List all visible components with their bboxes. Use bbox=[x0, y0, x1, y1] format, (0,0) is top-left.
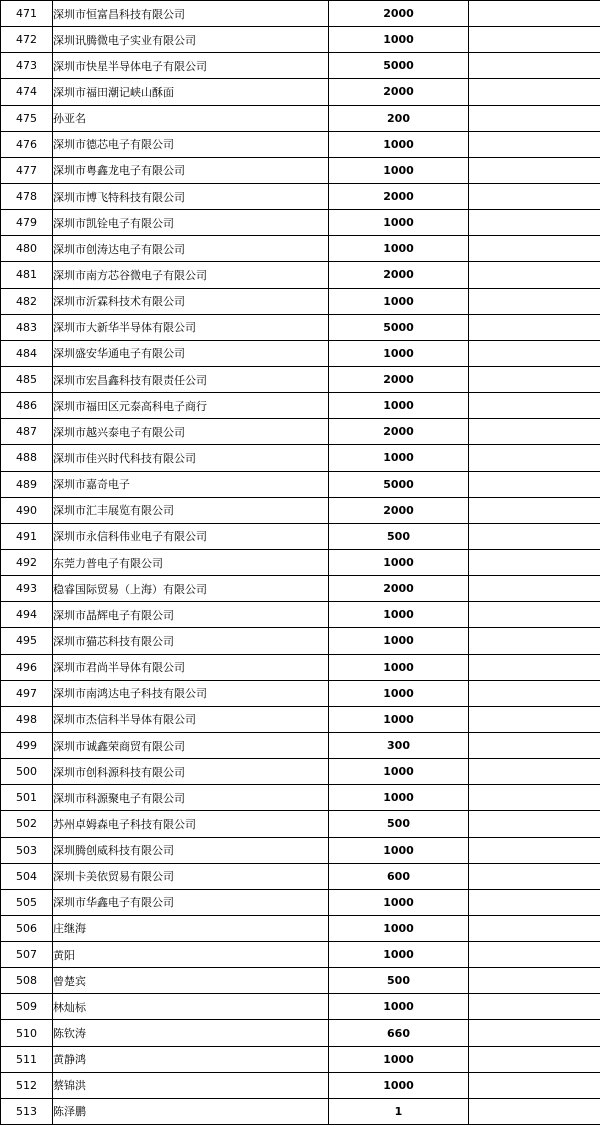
row-number-cell: 485 bbox=[1, 366, 53, 392]
amount-cell: 2000 bbox=[329, 497, 469, 523]
row-number-cell: 504 bbox=[1, 863, 53, 889]
amount-cell: 1000 bbox=[329, 628, 469, 654]
note-cell bbox=[469, 340, 600, 366]
row-number-cell: 498 bbox=[1, 706, 53, 732]
amount-cell: 1 bbox=[329, 1098, 469, 1124]
amount-cell: 500 bbox=[329, 811, 469, 837]
table-row bbox=[1, 1098, 600, 1124]
table-row bbox=[1, 706, 600, 732]
row-number-cell: 512 bbox=[1, 1072, 53, 1098]
table-row bbox=[1, 915, 600, 941]
row-number-cell: 476 bbox=[1, 131, 53, 157]
note-cell bbox=[469, 366, 600, 392]
table-row bbox=[1, 654, 600, 680]
amount-cell: 1000 bbox=[329, 915, 469, 941]
table-row bbox=[1, 523, 600, 549]
name-cell: 苏州卓姆森电子科技有限公司 bbox=[53, 811, 329, 837]
note-cell bbox=[469, 1072, 600, 1098]
name-cell: 陈泽鹏 bbox=[53, 1098, 329, 1124]
row-number-cell: 477 bbox=[1, 157, 53, 183]
table-row bbox=[1, 942, 600, 968]
row-number-cell: 509 bbox=[1, 994, 53, 1020]
row-number-cell: 508 bbox=[1, 968, 53, 994]
table-row bbox=[1, 157, 600, 183]
name-cell: 深圳市汇丰展览有限公司 bbox=[53, 497, 329, 523]
table-row bbox=[1, 445, 600, 471]
amount-cell: 1000 bbox=[329, 445, 469, 471]
name-cell: 庄继海 bbox=[53, 915, 329, 941]
row-number-cell: 486 bbox=[1, 393, 53, 419]
row-number-cell: 513 bbox=[1, 1098, 53, 1124]
name-cell: 黄阳 bbox=[53, 942, 329, 968]
name-cell: 深圳市佳兴时代科技有限公司 bbox=[53, 445, 329, 471]
table-row bbox=[1, 366, 600, 392]
table-row bbox=[1, 628, 600, 654]
table-row bbox=[1, 497, 600, 523]
name-cell: 深圳盛安华通电子有限公司 bbox=[53, 340, 329, 366]
name-cell: 深圳市君尚半导体有限公司 bbox=[53, 654, 329, 680]
row-number-cell: 496 bbox=[1, 654, 53, 680]
amount-cell: 5000 bbox=[329, 471, 469, 497]
amount-cell: 1000 bbox=[329, 706, 469, 732]
name-cell: 深圳市越兴泰电子有限公司 bbox=[53, 419, 329, 445]
note-cell bbox=[469, 811, 600, 837]
amount-cell: 2000 bbox=[329, 262, 469, 288]
table-row bbox=[1, 393, 600, 419]
note-cell bbox=[469, 732, 600, 758]
row-number-cell: 489 bbox=[1, 471, 53, 497]
name-cell: 深圳市快星半导体电子有限公司 bbox=[53, 53, 329, 79]
note-cell bbox=[469, 863, 600, 889]
note-cell bbox=[469, 994, 600, 1020]
note-cell bbox=[469, 1098, 600, 1124]
note-cell bbox=[469, 27, 600, 53]
table-row bbox=[1, 863, 600, 889]
table-row bbox=[1, 994, 600, 1020]
name-cell: 孙亚名 bbox=[53, 105, 329, 131]
table-row bbox=[1, 785, 600, 811]
table-row bbox=[1, 288, 600, 314]
name-cell: 深圳市宏昌鑫科技有限责任公司 bbox=[53, 366, 329, 392]
note-cell bbox=[469, 236, 600, 262]
row-number-cell: 487 bbox=[1, 419, 53, 445]
name-cell: 林灿标 bbox=[53, 994, 329, 1020]
note-cell bbox=[469, 654, 600, 680]
note-cell bbox=[469, 968, 600, 994]
row-number-cell: 474 bbox=[1, 79, 53, 105]
note-cell bbox=[469, 1020, 600, 1046]
note-cell bbox=[469, 53, 600, 79]
note-cell bbox=[469, 393, 600, 419]
name-cell: 深圳市沂霖科技术有限公司 bbox=[53, 288, 329, 314]
table-row bbox=[1, 576, 600, 602]
note-cell bbox=[469, 759, 600, 785]
row-number-cell: 503 bbox=[1, 837, 53, 863]
amount-cell: 200 bbox=[329, 105, 469, 131]
row-number-cell: 499 bbox=[1, 732, 53, 758]
table-row bbox=[1, 340, 600, 366]
table-row bbox=[1, 236, 600, 262]
amount-cell: 1000 bbox=[329, 549, 469, 575]
note-cell bbox=[469, 445, 600, 471]
note-cell bbox=[469, 79, 600, 105]
name-cell: 深圳市杰信科半导体有限公司 bbox=[53, 706, 329, 732]
note-cell bbox=[469, 837, 600, 863]
name-cell: 深圳腾创威科技有限公司 bbox=[53, 837, 329, 863]
amount-cell: 1000 bbox=[329, 785, 469, 811]
amount-cell: 500 bbox=[329, 523, 469, 549]
amount-cell: 1000 bbox=[329, 1046, 469, 1072]
amount-cell: 300 bbox=[329, 732, 469, 758]
amount-cell: 5000 bbox=[329, 53, 469, 79]
table-row bbox=[1, 759, 600, 785]
row-number-cell: 478 bbox=[1, 183, 53, 209]
table-row bbox=[1, 262, 600, 288]
note-cell bbox=[469, 706, 600, 732]
note-cell bbox=[469, 1, 600, 27]
note-cell bbox=[469, 889, 600, 915]
note-cell bbox=[469, 680, 600, 706]
table-row bbox=[1, 1020, 600, 1046]
name-cell: 深圳市福田区元泰高科电子商行 bbox=[53, 393, 329, 419]
note-cell bbox=[469, 157, 600, 183]
row-number-cell: 511 bbox=[1, 1046, 53, 1072]
table-body bbox=[1, 1, 600, 1125]
note-cell bbox=[469, 210, 600, 236]
name-cell: 东莞力普电子有限公司 bbox=[53, 549, 329, 575]
table-row bbox=[1, 131, 600, 157]
name-cell: 黄静鸿 bbox=[53, 1046, 329, 1072]
row-number-cell: 484 bbox=[1, 340, 53, 366]
amount-cell: 1000 bbox=[329, 393, 469, 419]
name-cell: 稳睿国际贸易（上海）有限公司 bbox=[53, 576, 329, 602]
name-cell: 深圳市南鸿达电子科技有限公司 bbox=[53, 680, 329, 706]
table-row bbox=[1, 968, 600, 994]
table-row bbox=[1, 79, 600, 105]
table-row bbox=[1, 183, 600, 209]
table-row bbox=[1, 314, 600, 340]
amount-cell: 1000 bbox=[329, 236, 469, 262]
amount-cell: 1000 bbox=[329, 837, 469, 863]
table-row bbox=[1, 210, 600, 236]
row-number-cell: 505 bbox=[1, 889, 53, 915]
amount-cell: 1000 bbox=[329, 654, 469, 680]
row-number-cell: 483 bbox=[1, 314, 53, 340]
row-number-cell: 502 bbox=[1, 811, 53, 837]
amount-cell: 660 bbox=[329, 1020, 469, 1046]
amount-cell: 2000 bbox=[329, 419, 469, 445]
amount-cell: 1000 bbox=[329, 889, 469, 915]
table-row bbox=[1, 1046, 600, 1072]
row-number-cell: 475 bbox=[1, 105, 53, 131]
row-number-cell: 481 bbox=[1, 262, 53, 288]
table-row bbox=[1, 105, 600, 131]
amount-cell: 1000 bbox=[329, 27, 469, 53]
row-number-cell: 493 bbox=[1, 576, 53, 602]
row-number-cell: 479 bbox=[1, 210, 53, 236]
row-number-cell: 495 bbox=[1, 628, 53, 654]
name-cell: 深圳市永信科伟业电子有限公司 bbox=[53, 523, 329, 549]
table-row bbox=[1, 680, 600, 706]
name-cell: 深圳市福田潮记峡山酥面 bbox=[53, 79, 329, 105]
amount-cell: 2000 bbox=[329, 366, 469, 392]
row-number-cell: 506 bbox=[1, 915, 53, 941]
amount-cell: 1000 bbox=[329, 994, 469, 1020]
note-cell bbox=[469, 915, 600, 941]
amount-cell: 1000 bbox=[329, 942, 469, 968]
name-cell: 深圳市创科源科技有限公司 bbox=[53, 759, 329, 785]
note-cell bbox=[469, 419, 600, 445]
note-cell bbox=[469, 549, 600, 575]
name-cell: 陈钦涛 bbox=[53, 1020, 329, 1046]
table-row bbox=[1, 1, 600, 27]
note-cell bbox=[469, 262, 600, 288]
name-cell: 深圳市华鑫电子有限公司 bbox=[53, 889, 329, 915]
name-cell: 曾楚宾 bbox=[53, 968, 329, 994]
note-cell bbox=[469, 942, 600, 968]
row-number-cell: 491 bbox=[1, 523, 53, 549]
note-cell bbox=[469, 314, 600, 340]
row-number-cell: 490 bbox=[1, 497, 53, 523]
table-row bbox=[1, 811, 600, 837]
name-cell: 深圳讯腾微电子实业有限公司 bbox=[53, 27, 329, 53]
name-cell: 深圳市大新华半导体有限公司 bbox=[53, 314, 329, 340]
note-cell bbox=[469, 288, 600, 314]
amount-cell: 1000 bbox=[329, 340, 469, 366]
row-number-cell: 497 bbox=[1, 680, 53, 706]
row-number-cell: 510 bbox=[1, 1020, 53, 1046]
table-row bbox=[1, 889, 600, 915]
amount-cell: 1000 bbox=[329, 759, 469, 785]
name-cell: 深圳市创涛达电子有限公司 bbox=[53, 236, 329, 262]
note-cell bbox=[469, 785, 600, 811]
amount-cell: 1000 bbox=[329, 210, 469, 236]
table-row bbox=[1, 471, 600, 497]
name-cell: 深圳市诚鑫荣商贸有限公司 bbox=[53, 732, 329, 758]
row-number-cell: 492 bbox=[1, 549, 53, 575]
amount-cell: 1000 bbox=[329, 288, 469, 314]
note-cell bbox=[469, 1046, 600, 1072]
amount-cell: 2000 bbox=[329, 1, 469, 27]
name-cell: 深圳市凯铨电子有限公司 bbox=[53, 210, 329, 236]
name-cell: 深圳市晶辉电子有限公司 bbox=[53, 602, 329, 628]
amount-cell: 5000 bbox=[329, 314, 469, 340]
table-row bbox=[1, 549, 600, 575]
row-number-cell: 494 bbox=[1, 602, 53, 628]
table-row bbox=[1, 837, 600, 863]
amount-cell: 1000 bbox=[329, 131, 469, 157]
amount-cell: 1000 bbox=[329, 1072, 469, 1098]
note-cell bbox=[469, 523, 600, 549]
name-cell: 深圳市嘉奇电子 bbox=[53, 471, 329, 497]
row-number-cell: 472 bbox=[1, 27, 53, 53]
note-cell bbox=[469, 628, 600, 654]
row-number-cell: 500 bbox=[1, 759, 53, 785]
amount-cell: 2000 bbox=[329, 79, 469, 105]
amount-cell: 2000 bbox=[329, 576, 469, 602]
note-cell bbox=[469, 471, 600, 497]
name-cell: 深圳卡美依贸易有限公司 bbox=[53, 863, 329, 889]
row-number-cell: 482 bbox=[1, 288, 53, 314]
table-row bbox=[1, 53, 600, 79]
table-row bbox=[1, 1072, 600, 1098]
row-number-cell: 471 bbox=[1, 1, 53, 27]
name-cell: 深圳市科源聚电子有限公司 bbox=[53, 785, 329, 811]
amount-cell: 1000 bbox=[329, 680, 469, 706]
amount-cell: 2000 bbox=[329, 183, 469, 209]
note-cell bbox=[469, 576, 600, 602]
note-cell bbox=[469, 105, 600, 131]
table-row bbox=[1, 419, 600, 445]
note-cell bbox=[469, 602, 600, 628]
name-cell: 深圳市粤鑫龙电子有限公司 bbox=[53, 157, 329, 183]
name-cell: 深圳市南方芯谷微电子有限公司 bbox=[53, 262, 329, 288]
name-cell: 深圳市博飞特科技有限公司 bbox=[53, 183, 329, 209]
table-row bbox=[1, 732, 600, 758]
row-number-cell: 473 bbox=[1, 53, 53, 79]
table-row bbox=[1, 602, 600, 628]
name-cell: 蔡锦洪 bbox=[53, 1072, 329, 1098]
amount-cell: 600 bbox=[329, 863, 469, 889]
row-number-cell: 480 bbox=[1, 236, 53, 262]
name-cell: 深圳市恒富昌科技有限公司 bbox=[53, 1, 329, 27]
amount-cell: 500 bbox=[329, 968, 469, 994]
row-number-cell: 501 bbox=[1, 785, 53, 811]
amount-cell: 1000 bbox=[329, 157, 469, 183]
amount-cell: 1000 bbox=[329, 602, 469, 628]
note-cell bbox=[469, 497, 600, 523]
table-row bbox=[1, 27, 600, 53]
note-cell bbox=[469, 183, 600, 209]
name-cell: 深圳市猫芯科技有限公司 bbox=[53, 628, 329, 654]
row-number-cell: 488 bbox=[1, 445, 53, 471]
name-cell: 深圳市德芯电子有限公司 bbox=[53, 131, 329, 157]
row-number-cell: 507 bbox=[1, 942, 53, 968]
note-cell bbox=[469, 131, 600, 157]
